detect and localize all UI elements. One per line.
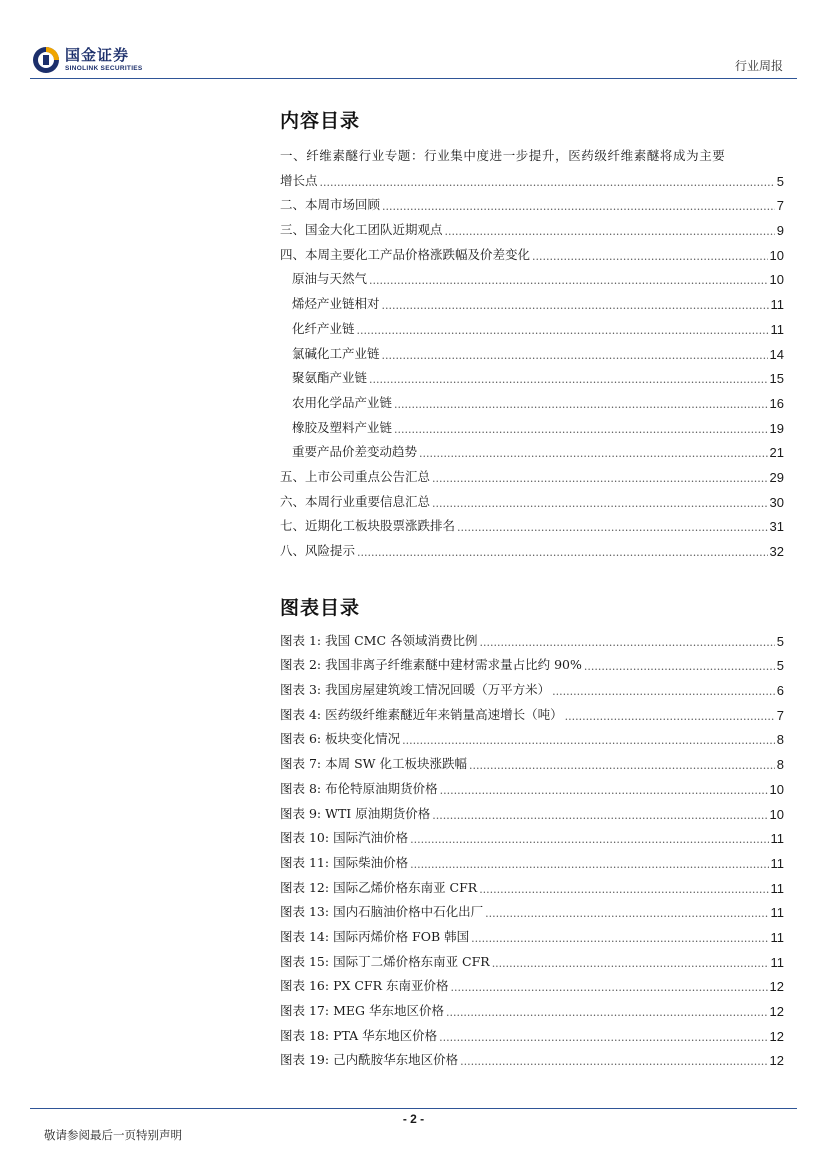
figure-entry-page: 5 — [776, 658, 784, 674]
figure-entry-label: 图表 8: 布伦特原油期货价格 — [280, 780, 438, 796]
figure-entry-label: 图表 4: 医药级纤维素醚近年来销量高速增长（吨） — [280, 706, 563, 722]
figure-entry-page: 12 — [769, 1053, 784, 1069]
figure-entry-label: 图表 13: 国内石脑油价格中石化出厂 — [280, 904, 484, 920]
figure-entry[interactable] — [280, 723, 784, 748]
figure-entry-label: 图表 14: 国际丙烯价格 FOB 韩国 — [280, 928, 470, 944]
dot-leader — [450, 981, 767, 994]
dot-leader — [440, 784, 768, 797]
toc-entry-label: 四、本周主要化工产品价格涨跌幅及价差变化 — [280, 246, 531, 262]
dot-leader — [445, 225, 775, 238]
toc-entry[interactable] — [280, 189, 784, 214]
toc-entry[interactable] — [280, 238, 784, 263]
dot-leader — [565, 710, 775, 723]
toc-entry-label: 一、纤维素醚行业专题：行业集中度进一步提升，医药级纤维素醚将成为主要 — [280, 148, 726, 163]
toc-entry-label: 三、国金大化工团队近期观点 — [280, 222, 443, 238]
figure-entry[interactable] — [280, 1019, 784, 1044]
dot-leader — [439, 1031, 767, 1044]
figure-entry[interactable] — [280, 1044, 784, 1069]
figure-entry-label: 图表 6: 板块变化情况 — [280, 731, 401, 747]
logo-english-name: SINOLINK SECURITIES — [65, 64, 143, 72]
table-of-contents — [280, 138, 784, 559]
dot-leader — [419, 447, 768, 460]
figure-entry-label: 图表 19: 己内酰胺华东地区价格 — [280, 1052, 459, 1068]
dot-leader — [532, 250, 768, 263]
toc-entry-label: 八、风险提示 — [280, 543, 356, 558]
figure-entry[interactable] — [280, 673, 784, 698]
figure-entry[interactable] — [280, 871, 784, 896]
dot-leader — [410, 833, 768, 846]
dot-leader — [320, 176, 775, 189]
toc-entry-page: 5 — [776, 173, 784, 189]
footer-divider — [30, 1108, 797, 1109]
toc-entry-label: 重要产品价差变动趋势 — [292, 444, 418, 460]
dot-leader — [402, 734, 775, 747]
toc-entry-page: 19 — [769, 420, 784, 436]
figure-entry-page: 10 — [769, 781, 784, 797]
dot-leader — [552, 685, 775, 698]
toc-entry[interactable] — [280, 312, 784, 337]
figure-entry-label: 图表 15: 国际丁二烯价格东南亚 CFR — [280, 953, 490, 969]
dot-leader — [446, 1006, 768, 1019]
toc-entry-page: 14 — [769, 346, 784, 362]
figure-entry-page: 5 — [776, 633, 784, 649]
figure-entry[interactable] — [280, 846, 784, 871]
figure-entry[interactable] — [280, 797, 784, 822]
report-type-label: 行业周报 — [734, 59, 783, 73]
toc-entry[interactable] — [280, 138, 784, 164]
dot-leader — [460, 1055, 767, 1068]
dot-leader — [369, 373, 768, 386]
toc-entry-page: 31 — [769, 519, 784, 535]
toc-entry-page: 10 — [769, 272, 784, 288]
figure-entry[interactable] — [280, 649, 784, 674]
figure-entry[interactable] — [280, 624, 784, 649]
dot-leader — [469, 759, 775, 772]
toc-entry[interactable] — [280, 510, 784, 535]
figure-entry[interactable] — [280, 772, 784, 797]
figure-entry-page: 7 — [776, 707, 784, 723]
toc-entry-label: 农用化学品产业链 — [292, 394, 393, 410]
figure-entry-label: 图表 2: 我国非离子纤维素醚中建材需求量占比约 90% — [280, 657, 582, 673]
toc-entry[interactable] — [280, 362, 784, 387]
figures-title: 图表目录 — [280, 597, 361, 619]
toc-entry-page: 10 — [769, 247, 784, 263]
toc-entry-label: 聚氨酯产业链 — [292, 370, 368, 386]
toc-entry-label: 二、本周市场回顾 — [280, 197, 381, 213]
dot-leader — [382, 349, 768, 362]
page-header — [0, 0, 827, 80]
dot-leader — [394, 423, 768, 436]
toc-title: 内容目录 — [280, 110, 361, 132]
toc-entry-page: 15 — [769, 371, 784, 387]
toc-entry-label: 原油与天然气 — [292, 271, 368, 287]
toc-entry-page: 11 — [770, 321, 784, 337]
figure-entry-label: 图表 7: 本周 SW 化工板块涨跌幅 — [280, 756, 467, 772]
toc-entry[interactable] — [280, 460, 784, 485]
toc-entry[interactable] — [280, 213, 784, 238]
figure-entry-label: 图表 10: 国际汽油价格 — [280, 830, 409, 846]
figure-entry-label: 图表 3: 我国房屋建筑竣工情况回暖（万平方米） — [280, 682, 551, 698]
figure-entry-label: 图表 1: 我国 CMC 各领域消费比例 — [280, 632, 478, 648]
figure-entry-page: 8 — [776, 757, 784, 773]
toc-entry-label: 化纤产业链 — [292, 320, 355, 336]
figure-entry-label: 图表 16: PX CFR 东南亚价格 — [280, 978, 449, 994]
page-number: - 2 - — [402, 1112, 425, 1126]
dot-leader — [432, 809, 767, 822]
figure-entry-page: 10 — [769, 806, 784, 822]
figure-entry-page: 12 — [769, 979, 784, 995]
toc-entry-page: 16 — [769, 395, 784, 411]
toc-entry-label: 五、上市公司重点公告汇总 — [280, 468, 431, 484]
logo-chinese-name: 国金证券 — [65, 45, 130, 64]
figure-entry[interactable] — [280, 822, 784, 847]
dot-leader — [485, 907, 768, 920]
toc-entry-page: 29 — [769, 469, 784, 485]
figure-entry-page: 11 — [770, 880, 784, 896]
figure-entry-label: 图表 12: 国际乙烯价格东南亚 CFR — [280, 879, 478, 895]
dot-leader — [480, 636, 775, 649]
figure-entry-label: 图表 9: WTI 原油期货价格 — [280, 805, 431, 821]
dot-leader — [432, 497, 768, 510]
figure-entry[interactable] — [280, 698, 784, 723]
toc-entry-page: 9 — [776, 223, 784, 239]
toc-entry[interactable] — [280, 485, 784, 510]
figure-entry-page: 11 — [770, 905, 784, 921]
toc-entry-page: 11 — [770, 297, 784, 313]
dot-leader — [382, 299, 769, 312]
dot-leader — [410, 858, 768, 871]
dot-leader — [479, 883, 768, 896]
figure-entry-page: 12 — [769, 1004, 784, 1019]
toc-entry[interactable] — [280, 386, 784, 411]
figure-entry-page: 12 — [769, 1028, 784, 1044]
toc-entry[interactable] — [280, 337, 784, 362]
dot-leader — [471, 932, 768, 945]
dot-leader — [457, 521, 768, 534]
disclaimer-text: 敬请参阅最后一页特别声明 — [44, 1128, 182, 1142]
dot-leader — [394, 398, 768, 411]
figure-entry[interactable] — [280, 747, 784, 772]
dot-leader — [432, 472, 768, 485]
figure-entry-page: 11 — [770, 929, 784, 945]
figure-entry[interactable] — [280, 920, 784, 945]
company-logo — [32, 46, 143, 74]
figure-entry-page: 11 — [770, 954, 784, 970]
toc-entry[interactable] — [280, 263, 784, 288]
toc-entry-label: 烯烃产业链相对 — [292, 296, 380, 312]
toc-entry[interactable] — [280, 534, 784, 559]
figure-entry-label: 图表 17: MEG 华东地区价格 — [280, 1003, 444, 1018]
toc-entry-page: 21 — [769, 445, 784, 461]
toc-entry-label: 六、本周行业重要信息汇总 — [280, 493, 431, 509]
figure-entry-label: 图表 18: PTA 华东地区价格 — [280, 1027, 438, 1043]
toc-entry-label: 七、近期化工板块股票涨跌排名 — [280, 518, 456, 534]
figure-entry-page: 8 — [776, 732, 784, 748]
figure-entry-page: 6 — [776, 683, 784, 699]
figure-entry-page: 11 — [770, 855, 784, 871]
figure-entry-label: 图表 11: 国际柴油价格 — [280, 854, 409, 870]
toc-entry[interactable] — [280, 287, 784, 312]
dot-leader — [357, 324, 769, 337]
dot-leader — [584, 660, 775, 673]
toc-entry[interactable] — [280, 164, 784, 189]
figure-entry-page: 11 — [770, 831, 784, 847]
toc-entry-page: 32 — [769, 544, 784, 559]
figure-entry[interactable] — [280, 994, 784, 1019]
toc-entry[interactable] — [280, 411, 784, 436]
dot-leader — [492, 957, 769, 970]
toc-entry-label: 橡胶及塑料产业链 — [292, 419, 393, 435]
figure-entry[interactable] — [280, 945, 784, 970]
figure-entry[interactable] — [280, 970, 784, 995]
toc-entry-label: 氯碱化工产业链 — [292, 345, 380, 361]
toc-entry-page: 7 — [776, 198, 784, 214]
figure-entry[interactable] — [280, 896, 784, 921]
toc-entry[interactable] — [280, 436, 784, 461]
toc-entry-page: 30 — [769, 494, 784, 510]
figure-list — [280, 624, 784, 1068]
sinolink-logo-icon — [32, 46, 60, 74]
toc-entry-label: 增长点 — [280, 172, 318, 188]
dot-leader — [382, 200, 775, 213]
header-divider — [30, 78, 797, 79]
dot-leader — [369, 274, 768, 287]
dot-leader — [357, 546, 768, 559]
